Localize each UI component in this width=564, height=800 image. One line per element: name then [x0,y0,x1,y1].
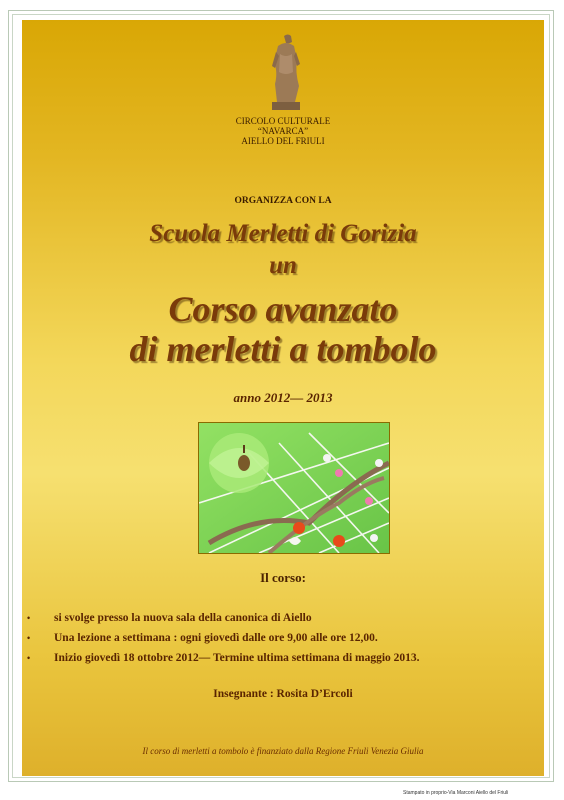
un-text: un [269,252,297,279]
list-item [22,608,544,628]
course-details-list [22,608,544,668]
course-year: anno 2012— 2013 [233,390,333,405]
course-title-line1: Corso avanzato [168,289,398,329]
organizer-name-line2: “NAVARCA” [257,126,309,136]
bullet-icon: • [27,653,31,663]
list-item [22,628,544,648]
organizer-block [22,116,544,146]
bullet-icon: • [27,633,31,643]
list-item [22,648,544,668]
pincushion-icon [209,433,269,493]
school-name: Scuola Merletti di Gorizia [149,220,417,247]
funding-note: Il corso di merletti a tombolo è finanziato dalla Regione Friuli Venezia Giulia [142,746,424,756]
organizza-text: ORGANIZZA CON LA [234,196,332,206]
bullet-icon: • [27,613,31,623]
organizer-name-line1: CIRCOLO CULTURALE [235,116,331,126]
detail-dates: Inizio giovedì 18 ottobre 2012— Termine ultima settimana di maggio 2013. [54,652,420,664]
statue-logo-icon [266,32,306,112]
printer-note: Stampato in proprio-Via Marconi Aiello del Friuli [403,790,509,796]
lace-photo [198,422,390,554]
detail-location: si svolge presso la nuova sala della canonica di Aiello [54,612,312,624]
poster [22,20,544,776]
detail-schedule: Una lezione a settimana : ogni giovedì dalle ore 9,00 alle ore 12,00. [54,632,378,644]
course-title-line2: di merletti a tombolo [129,329,437,369]
teacher-name: Insegnante : Rosita D’Ercoli [213,688,353,700]
il-corso-heading: Il corso: [260,570,306,585]
organizer-location: AIELLO DEL FRIULI [241,136,325,146]
